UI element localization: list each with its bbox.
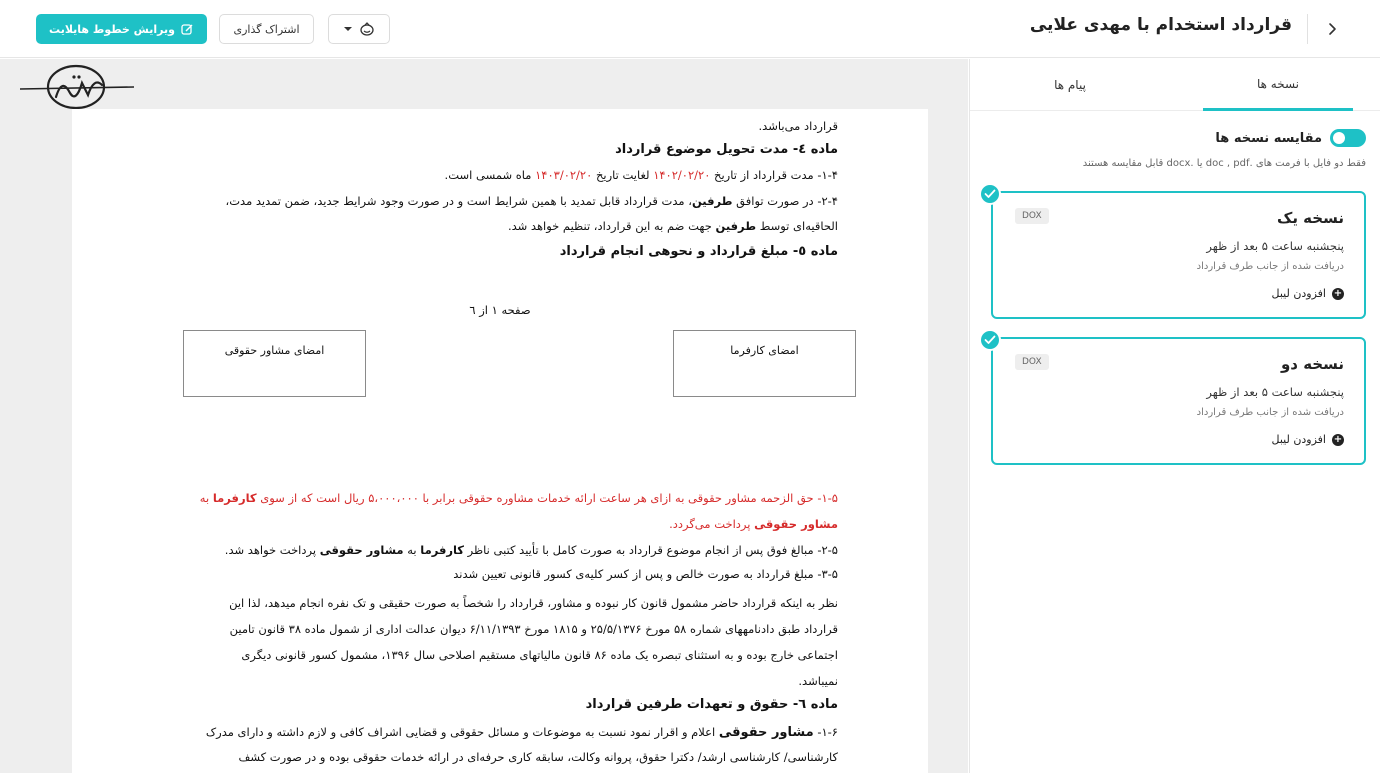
clause-text: پرداخت خواهد شد. (224, 543, 317, 557)
compare-note: فقط دو فایل با فرمت های .doc , pdf یا .docx قابل مقایسه هستند (1082, 158, 1366, 169)
clause-text: ۱-۴- مدت قرارداد از تاریخ (714, 168, 838, 182)
add-label-button[interactable] (1272, 433, 1345, 446)
advisor-signature-box (183, 330, 366, 397)
clause-5-4-cont: قرارداد طبق دادنامههای شماره ۵۸ مورخ ۲۵/۵/۱۳۷۶ و ۱۸۱۵ مورخ ۶/۱۱/۱۳۹۳ دیوان عدالت اداری از شمول ماده ۳۸ قانون تامین (229, 622, 838, 636)
clause-6-1 (206, 726, 838, 739)
received-label: دریافت شده از (1281, 407, 1344, 418)
version-time: پنجشنبه ساعت ۵ بعد از ظهر (1206, 385, 1344, 399)
bold-term: طرفین (715, 219, 757, 233)
version-card[interactable] (991, 191, 1366, 319)
doc-line: قرارداد می‌باشد. (758, 119, 838, 133)
article-5-heading: ماده ٥- مبلغ قرارداد و نحوهی انجام قرارداد (559, 244, 838, 259)
caret-down-icon (343, 26, 353, 32)
smile-icon (359, 22, 375, 36)
plus-icon: + (1333, 287, 1343, 299)
clause-6-1-cont: کارشناسی/ کارشناسی ارشد/ دکترا حقوق، پروانه وکالت، سابقه کاری حرفه‌ای در ارائه خدمات حقوقی بوده و در صورت کشف (238, 750, 838, 764)
file-type-badge: DOX (1015, 208, 1049, 224)
employer-signature-box (673, 330, 856, 397)
clause-5-4-cont: اجتماعی خارج بوده و به استثنای تبصره یک ماده ۸۶ قانون مالیاتهای مستقیم اصلاحی سال ۱۳۹۶، مشمول کسور قانونی دیگری (241, 648, 838, 662)
document-page (72, 109, 928, 773)
received-from: جانب طرف قرارداد (1196, 261, 1279, 272)
clause-text: پرداخت می‌گردد. (669, 517, 751, 531)
version-title: نسخه دو (1280, 355, 1344, 373)
check-icon (979, 329, 1001, 351)
document-viewer[interactable] (0, 59, 968, 773)
bold-term: مشاور حقوقی (718, 725, 814, 740)
start-date: ۱۴۰۲/۰۲/۲۰ (653, 168, 711, 182)
version-source (1197, 261, 1344, 272)
clause-5-1-cont (669, 519, 838, 531)
end-date: ۱۴۰۳/۰۲/۲۰ (535, 168, 593, 182)
clause-text: ۱-۵- حق الزحمه مشاور حقوقی به ازای هر ساعت ارائه خدمات مشاوره حقوقی برابر با ۵،۰۰۰،۰۰۰ ریال است که از سوی (260, 491, 838, 505)
bold-term: طرفین (691, 194, 733, 208)
compare-toggle[interactable] (1330, 129, 1366, 147)
clause-text: جهت ضم به این قرارداد، تنظیم خواهد شد. (507, 219, 712, 233)
clause-text: اعلام و اقرار نمود نسبت به موضوعات و مسائل حقوقی و قضایی اشراف کافی و لازم داشته و دارای مدرک (205, 725, 716, 739)
add-label-text: افزودن لیبل (1271, 287, 1326, 300)
bold-term: مشاور حقوقی (754, 517, 838, 531)
clause-5-4-cont: نمیباشد. (798, 674, 838, 688)
clause-5-3: ۳-۵- مبلغ قرارداد به صورت خالص و پس از کسر کلیه‌ی کسور قانونی تعیین شدند (453, 567, 838, 581)
compare-label: مقایسه نسخه ها (1215, 130, 1322, 146)
add-label-text: افزودن لیبل (1271, 433, 1326, 446)
share-button[interactable] (219, 14, 314, 44)
clause-text: ۲-۴- در صورت توافق (736, 194, 838, 208)
clause-text: ماه شمسی است. (444, 168, 532, 182)
version-source (1197, 407, 1344, 418)
advisor-signature-label: امضای مشاور حقوقی (224, 344, 325, 357)
received-from: جانب طرف قرارداد (1196, 407, 1279, 418)
page-number: صفحه ۱ از ٦ (469, 303, 531, 317)
clause-text: لغایت تاریخ (595, 168, 650, 182)
back-button[interactable] (1320, 17, 1344, 41)
bold-term: کارفرما (420, 543, 464, 557)
clause-text: ۲-۵- مبالغ فوق پس از انجام موضوع قرارداد به صورت کامل با تأیید کتبی ناظر (467, 543, 838, 557)
clause-4-2 (226, 196, 839, 208)
compare-row (1215, 129, 1366, 147)
clause-text: به (407, 543, 417, 557)
panel-tabs (970, 59, 1380, 111)
version-title: نسخه یک (1276, 209, 1344, 227)
share-label: اشتراک گذاری (233, 22, 300, 36)
plus-icon: + (1333, 433, 1343, 445)
page-title: قرارداد استخدام با مهدی علایی (1029, 15, 1292, 35)
bold-term: مشاور حقوقی (319, 543, 404, 557)
clause-text: الحاقیه‌ای توسط (759, 219, 838, 233)
clause-text: ، مدت قرارداد قابل تمدید با همین شرایط است و در صورت وجود شرایط جدید، ضمن تمدید مدت، (225, 194, 692, 208)
clause-5-2 (225, 545, 838, 557)
clause-4-2-cont (508, 221, 838, 233)
article-6-heading: ماده ٦- حقوق و تعهدات طرفین قرارداد (585, 697, 838, 712)
clause-5-1 (200, 493, 838, 505)
file-type-badge: DOX (1015, 354, 1049, 370)
version-card[interactable] (991, 337, 1366, 465)
top-bar (0, 0, 1380, 58)
clause-text: به (199, 491, 210, 505)
check-icon (979, 183, 1001, 205)
edit-highlights-label: ویرایش خطوط هایلایت (49, 22, 175, 36)
emoji-dropdown-button[interactable] (328, 14, 390, 44)
tab-messages[interactable]: پیام ها (1054, 78, 1086, 92)
bold-term: کارفرما (212, 491, 257, 505)
chevron-right-icon (1325, 22, 1339, 36)
clause-text: ۱-۶- (817, 725, 838, 739)
add-label-button[interactable] (1272, 287, 1345, 300)
employer-signature-label: امضای کارفرما (730, 344, 799, 357)
received-label: دریافت شده از (1281, 261, 1344, 272)
article-4-heading: ماده ٤- مدت تحویل موضوع قرارداد (615, 142, 838, 157)
version-time: پنجشنبه ساعت ۵ بعد از ظهر (1206, 239, 1344, 253)
clause-5-4: نظر به اینکه قرارداد حاضر مشمول قانون کار نبوده و مشاور، قرارداد را شخصاً به صورت حقیقی و تک نفره انجام میدهد، لذا این (229, 596, 838, 610)
edit-highlights-button[interactable] (36, 14, 207, 44)
versions-panel (969, 59, 1380, 773)
title-divider (1307, 14, 1308, 44)
brand-logo (18, 63, 136, 111)
clause-4-1 (445, 170, 838, 182)
edit-icon (181, 23, 194, 36)
tab-versions[interactable]: نسخه ها (1203, 59, 1353, 111)
